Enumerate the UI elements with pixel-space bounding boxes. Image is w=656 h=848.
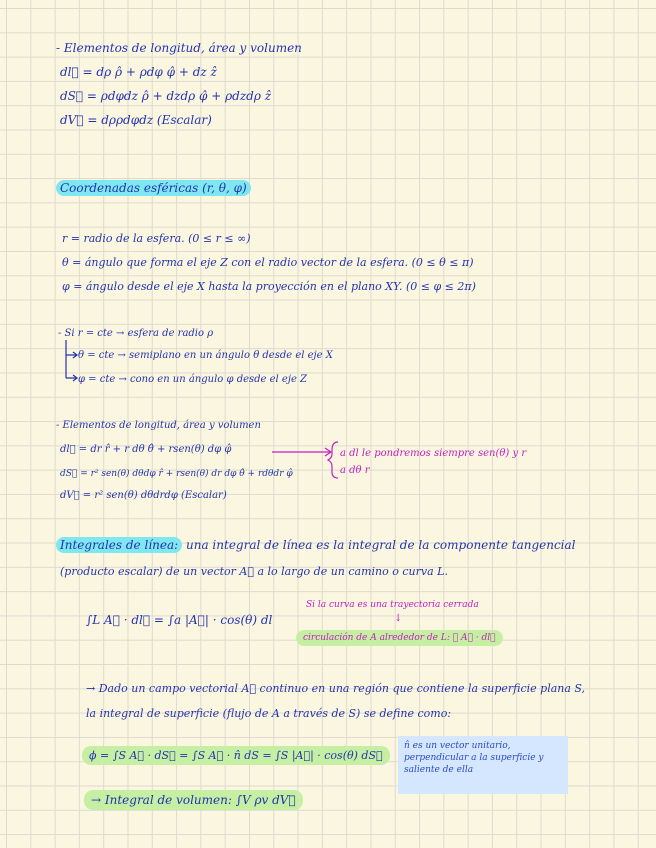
theta-constant-line: θ = cte → semiplano en un ángulo θ desde el eje X <box>78 350 333 361</box>
circulation-formula: circulación de A alrededor de L: ∮ A⃗ · dl⃗ <box>296 630 503 646</box>
line-integral-paragraph <box>56 539 576 553</box>
line-integral-title: Integrales de línea: <box>56 537 182 553</box>
section-title-spherical-elements: - Elementos de longitud, área y volumen <box>56 420 261 431</box>
section-title-cylindrical-elements: - Elementos de longitud, área y volumen <box>56 41 302 55</box>
line-integral-description: una integral de línea es la integral de la componente tangencial <box>182 538 576 552</box>
spherical-note-line1: a dl le pondremos siempre sen(θ) y r <box>340 448 527 459</box>
volume-element-spherical: dV⃗ = r² sen(θ) dθdrdφ (Escalar) <box>60 490 227 501</box>
flux-formula: ϕ = ∫S A⃗ · dS⃗ = ∫S A⃗ · n̂ dS = ∫S |A⃗| · cos(θ) dS⃗ <box>82 746 390 765</box>
normal-vector-note: n̂ es un vector unitario, perpendicular a la superficie y saliente de ella <box>398 736 568 794</box>
volume-integral <box>84 790 303 810</box>
surface-integral-intro-cont: la integral de superficie (flujo de A a través de S) se define como: <box>86 707 452 720</box>
spherical-note-line2: a dθ r <box>340 465 370 476</box>
theta-definition: θ = ángulo que forma el eje Z con el radio vector de la esfera. (0 ≤ θ ≤ π) <box>62 256 474 269</box>
r-constant-line: - Si r = cte → esfera de radio ρ <box>58 328 214 339</box>
surface-integral-intro: → Dado un campo vectorial A⃗ continuo en una región que contiene la superficie plana S, <box>86 682 586 695</box>
line-integral-formula: ∫L A⃗ · dl⃗ = ∫a |A⃗| · cos(θ) dl <box>86 613 273 627</box>
surface-element-cylindrical: dS⃗ = ρdφdz ρ̂ + dzdρ φ̂ + ρdzdρ ẑ <box>60 89 272 103</box>
length-element-spherical: dl⃗ = dr r̂ + r dθ θ̂ + rsen(θ) dφ φ̂ <box>60 444 232 455</box>
surface-element-spherical: dS⃗ = r² sen(θ) dθdφ r̂ + rsen(θ) dr dφ θ̂ + rdθdr φ̂ <box>60 469 293 479</box>
length-element-cylindrical: dl⃗ = dρ ρ̂ + ρdφ φ̂ + dz ẑ <box>60 65 217 79</box>
circulation-row <box>296 633 503 643</box>
flux-row <box>82 750 390 763</box>
line-integral-description-cont: (producto escalar) de un vector A⃗ a lo largo de un camino o curva L. <box>60 565 448 578</box>
spherical-coordinates-title: Coordenadas esféricas (r, θ, φ) <box>56 180 251 196</box>
phi-definition: φ = ángulo desde el eje X hasta la proyección en el plano XY. (0 ≤ φ ≤ 2π) <box>62 280 476 293</box>
phi-constant-line: φ = cte → cono en un ángulo φ desde el eje Z <box>78 374 307 385</box>
volume-integral-formula: ∫V ρv dV⃗ <box>231 793 296 807</box>
closed-curve-note: Si la curva es una trayectoria cerrada <box>306 600 479 610</box>
volume-element-cylindrical: dV⃗ = dρρdφdz (Escalar) <box>60 113 212 127</box>
volume-integral-label: → Integral de volumen: <box>91 793 232 807</box>
volume-integral-row <box>84 794 303 808</box>
spherical-coordinates-heading <box>56 182 251 196</box>
pointer-arrow-icon <box>272 440 542 480</box>
down-arrow-icon: ↓ <box>394 613 403 624</box>
r-definition: r = radio de la esfera. (0 ≤ r ≤ ∞) <box>62 232 251 245</box>
